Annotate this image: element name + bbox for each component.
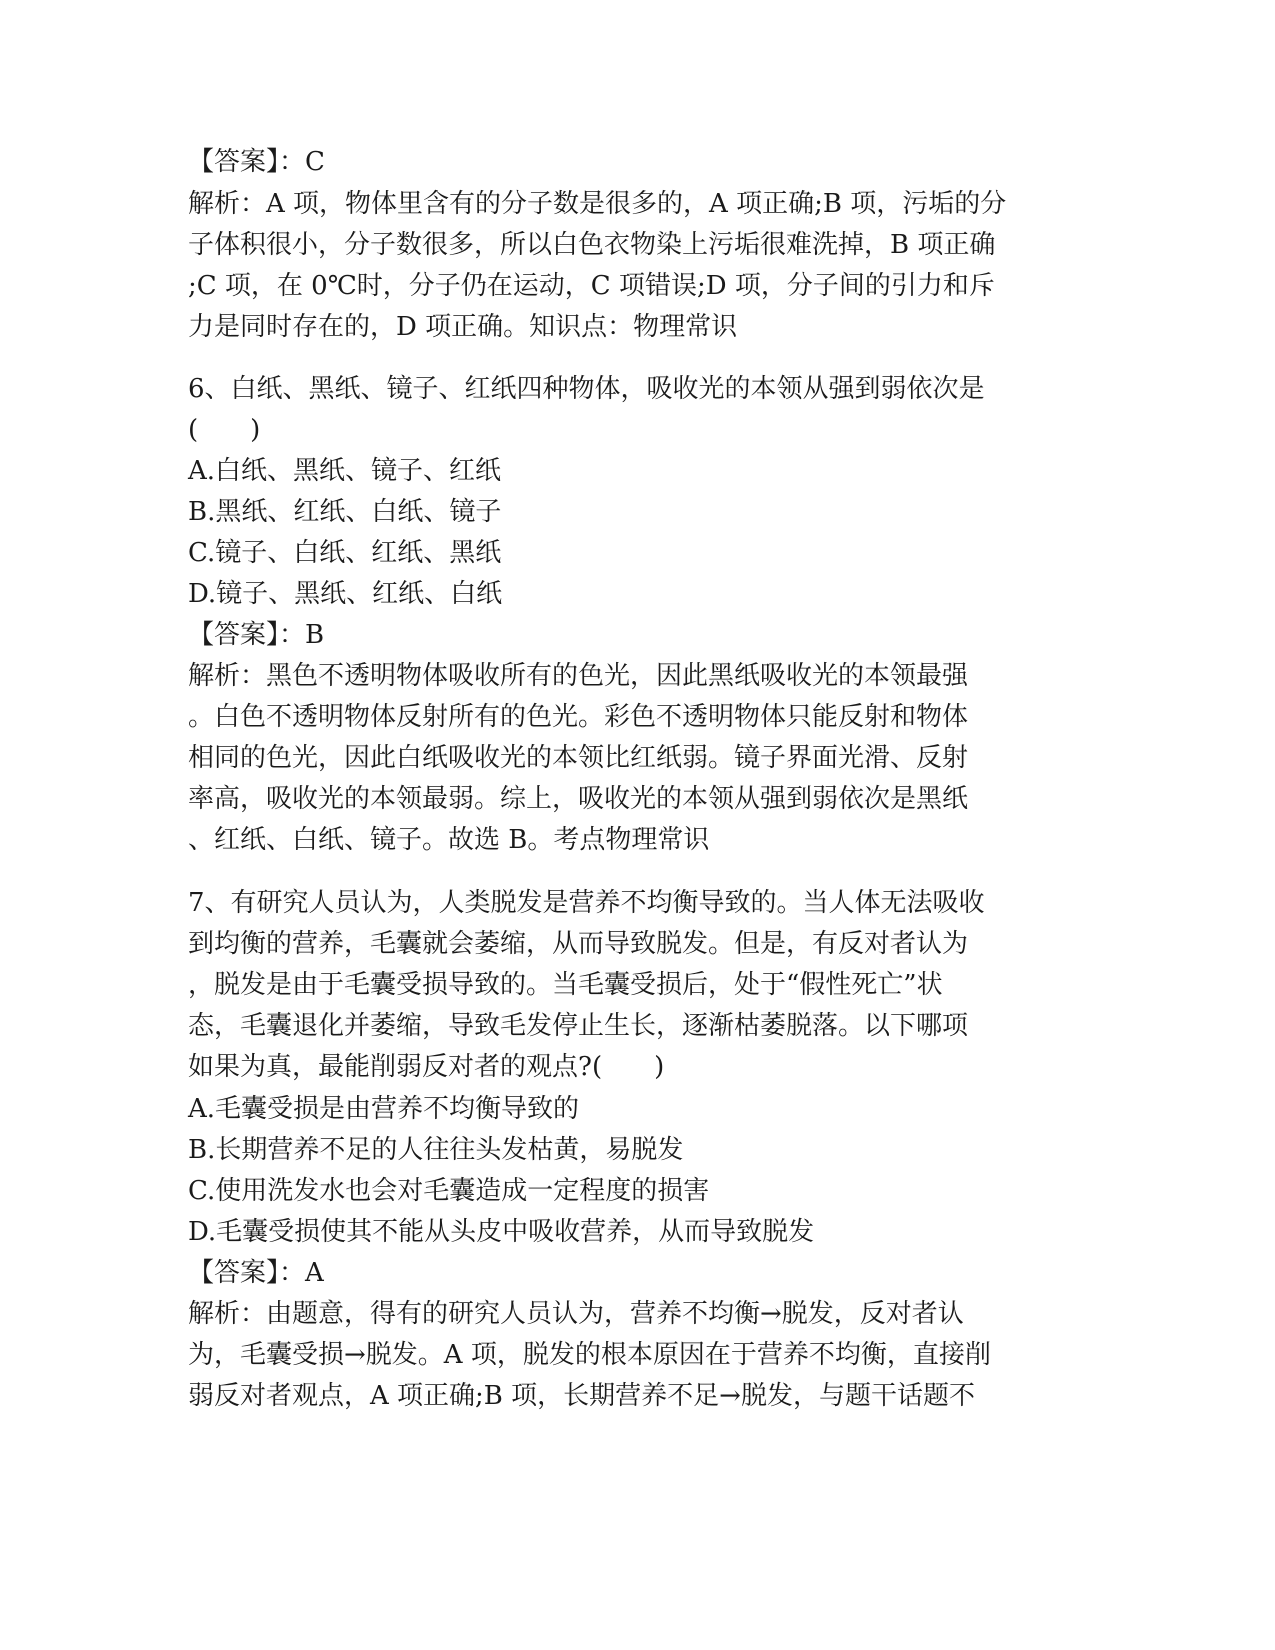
analysis-line: 力是同时存在的，D 项正确。知识点：物理常识 (188, 312, 738, 342)
question-text: 6、白纸、黑纸、镜子、红纸四种物体，吸收光的本领从强到弱依次是 (188, 374, 985, 404)
analysis-line: 。白色不透明物体反射所有的色光。彩色不透明物体只能反射和物体 (188, 702, 969, 732)
answer-label: 【答案】：B (188, 620, 325, 650)
question-text: 如果为真，最能削弱反对者的观点?( ) (188, 1052, 665, 1082)
question-text: 7、有研究人员认为，人类脱发是营养不均衡导致的。当人体无法吸收 (188, 888, 985, 918)
analysis-line: 子体积很小，分子数很多，所以白色衣物染上污垢很难洗掉，B 项正确 (188, 230, 996, 260)
question-text: 态，毛囊退化并萎缩，导致毛发停止生长，逐渐枯萎脱落。以下哪项 (188, 1011, 969, 1041)
analysis-line: 解析：A 项，物体里含有的分子数是很多的，A 项正确;B 项，污垢的分 (188, 189, 1007, 219)
answer-label: 【答案】：A (188, 1258, 324, 1288)
option-c: C.使用洗发水也会对毛囊造成一定程度的损害 (188, 1176, 710, 1206)
analysis-line: 相同的色光，因此白纸吸收光的本领比红纸弱。镜子界面光滑、反射 (188, 743, 969, 773)
option-b: B.长期营养不足的人往往头发枯黄，易脱发 (188, 1135, 684, 1165)
option-a: A.白纸、黑纸、镜子、红纸 (188, 456, 502, 486)
option-a: A.毛囊受损是由营养不均衡导致的 (188, 1094, 580, 1124)
question-text: ( ) (188, 415, 261, 445)
option-c: C.镜子、白纸、红纸、黑纸 (188, 538, 502, 568)
analysis-line: 率高，吸收光的本领最弱。综上，吸收光的本领从强到弱依次是黑纸 (188, 784, 969, 814)
answer-label: 【答案】：C (188, 147, 325, 177)
option-b: B.黑纸、红纸、白纸、镜子 (188, 497, 502, 527)
analysis-line: 解析：由题意，得有的研究人员认为，营养不均衡→脱发，反对者认 (188, 1299, 964, 1329)
option-d: D.毛囊受损使其不能从头皮中吸收营养，从而导致脱发 (188, 1217, 815, 1247)
analysis-line: 弱反对者观点，A 项正确;B 项，长期营养不足→脱发，与题干话题不 (188, 1381, 975, 1411)
analysis-line: 解析：黑色不透明物体吸收所有的色光，因此黑纸吸收光的本领最强 (188, 661, 969, 691)
question-text: 到均衡的营养，毛囊就会萎缩，从而导致脱发。但是，有反对者认为 (188, 929, 969, 959)
option-d: D.镜子、黑纸、红纸、白纸 (188, 579, 503, 609)
question-text: ，脱发是由于毛囊受损导致的。当毛囊受损后，处于“假性死亡”状 (188, 970, 943, 1000)
analysis-line: 、红纸、白纸、镜子。故选 B。考点物理常识 (188, 825, 710, 855)
analysis-line: 为，毛囊受损→脱发。A 项，脱发的根本原因在于营养不均衡，直接削 (188, 1340, 991, 1370)
analysis-line: ;C 项，在 0℃时，分子仍在运动，C 项错误;D 项，分子间的引力和斥 (188, 271, 995, 301)
